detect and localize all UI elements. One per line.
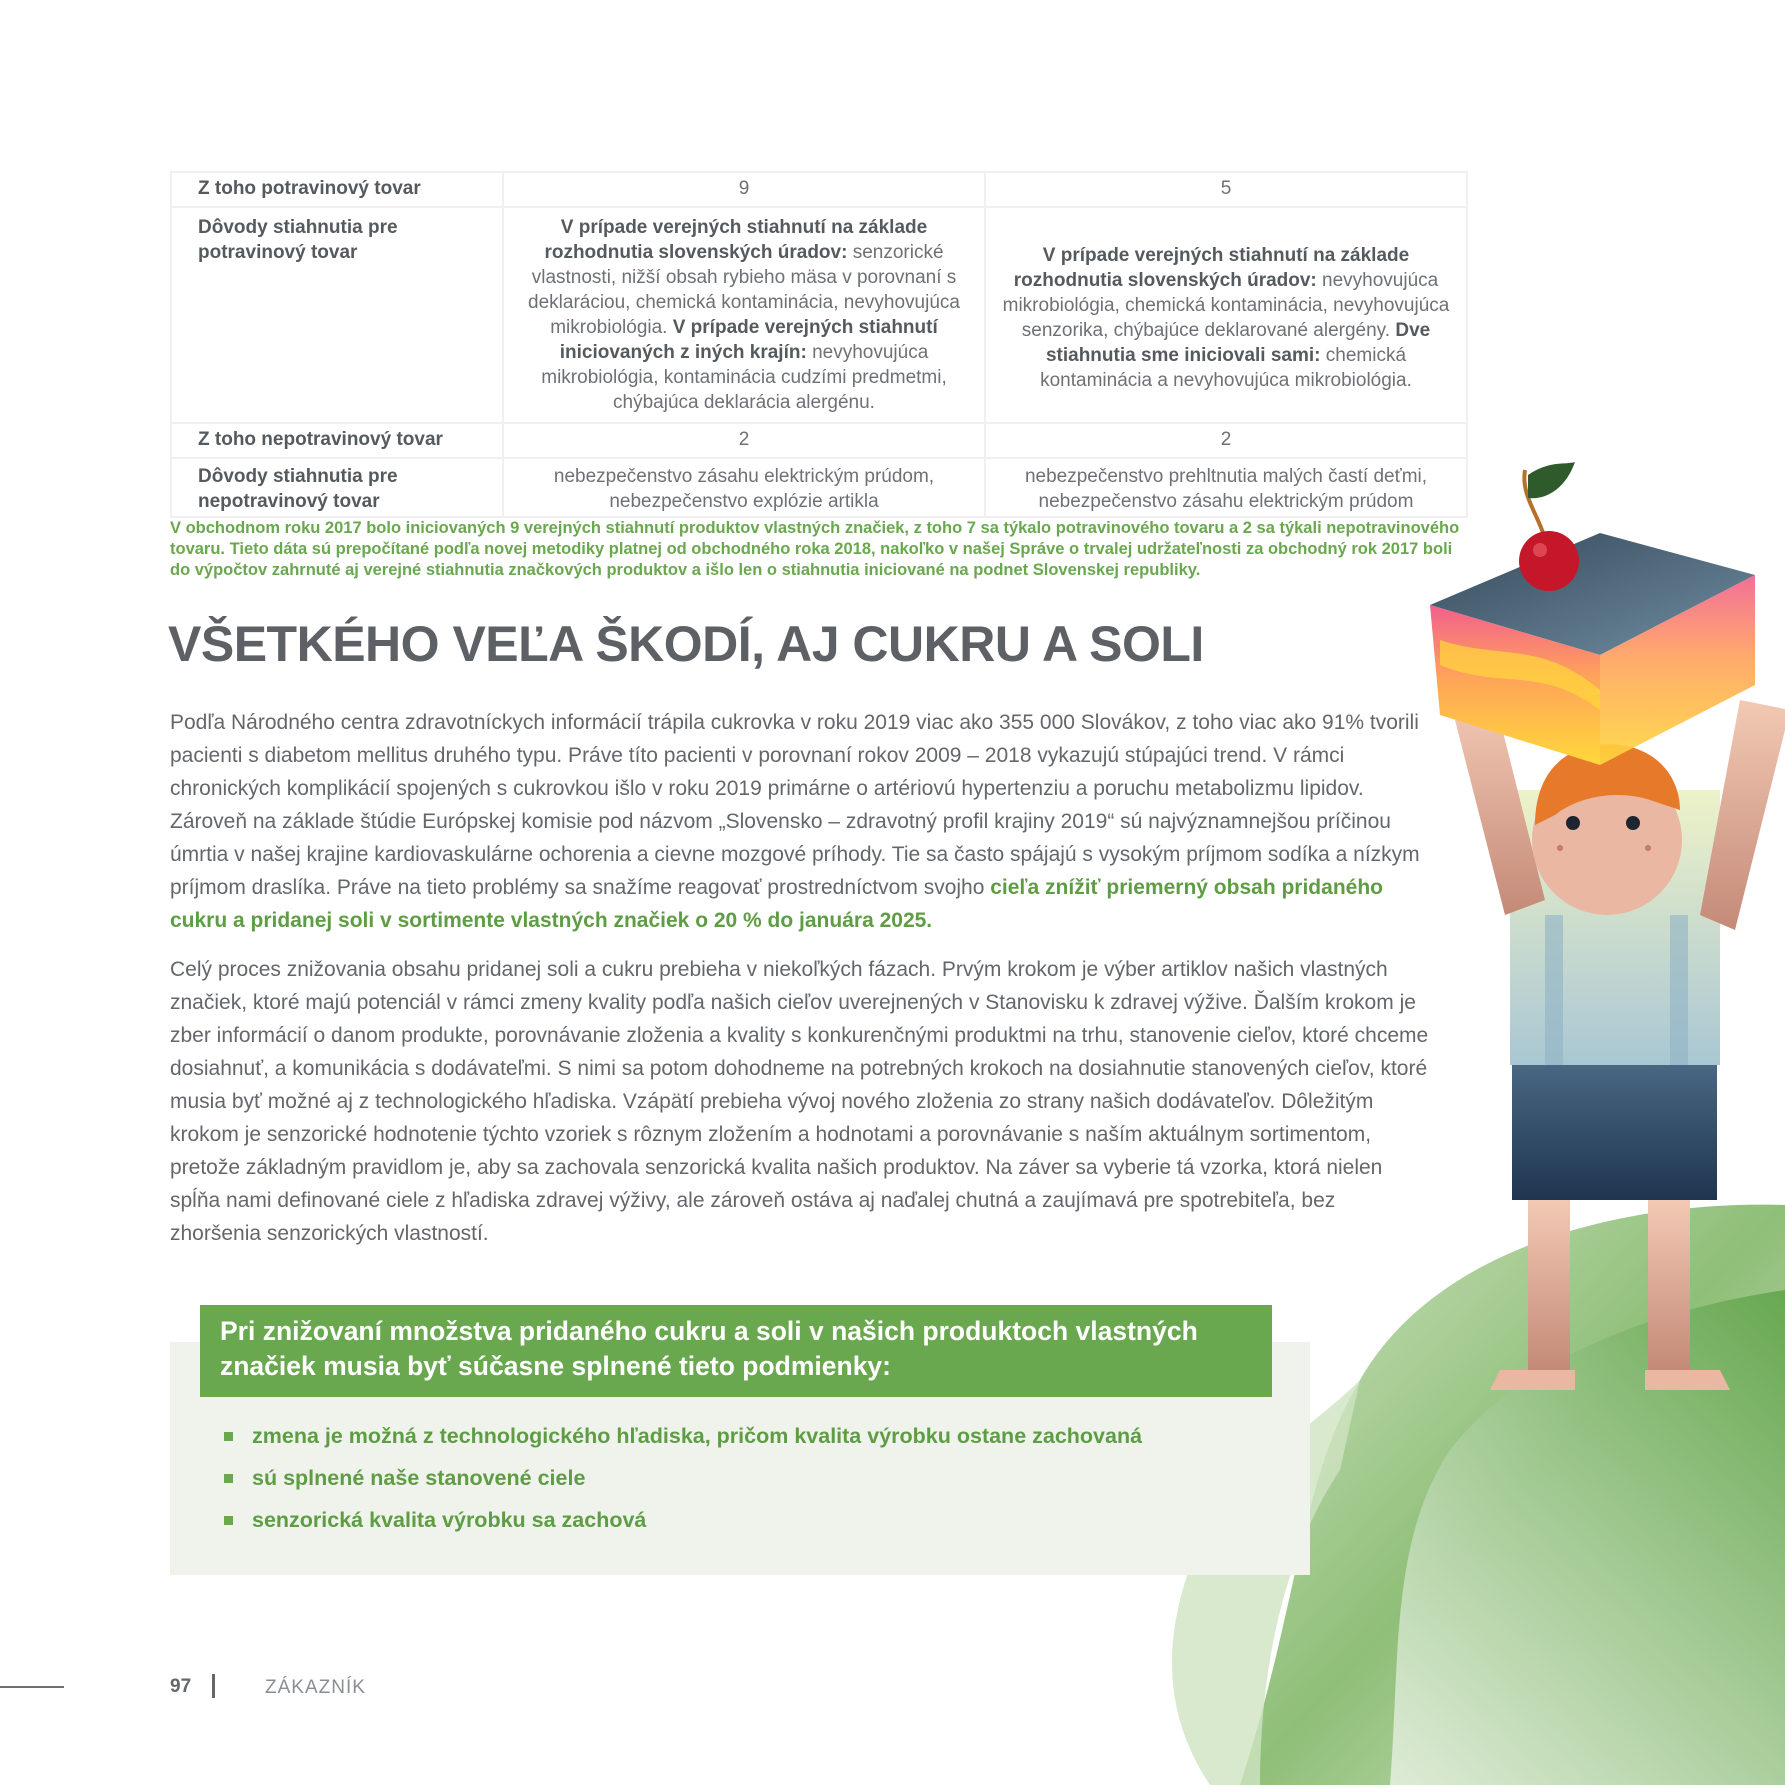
table-row bbox=[171, 172, 1467, 207]
list-item-text: sú splnené naše stanovené ciele bbox=[252, 1466, 586, 1490]
paragraph-text: Podľa Národného centra zdravotníckych informácií trápila cukrovka v roku 2019 viac ako 355 000 Slovákov, z toho viac ako 91% tvorili pacienti s diabetom mellitus druhého typu. Práve títo pacienti v porovnaní rokov 2009 – 2018 vykazujú stúpajúci trend. V rámci chronických komplikácií spojených s cukrovkou išlo v roku 2019 primárne o artériovú hypertenziu a poruchu metabolizmu lipidov. Zároveň na základe štúdie Európskej komisie pod názvom „Slovensko – zdravotný profil krajiny 2019“ sú najvýznamnejšou príčinou úmrtia v našej krajine kardiovaskulárne ochorenia a cievne mozgové príhody. Tie sa často spájajú s vysokým príjmom sodíka a nízkym príjmom draslíka. Práve na tieto problémy sa snažíme reagovať prostredníctvom svojho bbox=[170, 711, 1420, 899]
conditions-list bbox=[222, 1422, 1142, 1548]
footer-rule bbox=[0, 1686, 64, 1688]
table-row bbox=[171, 458, 1467, 517]
list-item bbox=[222, 1506, 1142, 1534]
list-item-text: senzorická kvalita výrobku sa zachová bbox=[252, 1508, 647, 1532]
conditions-banner: Pri znižovaní množstva pridaného cukru a soli v našich produktoch vlastných značiek musia byť súčasne splnené tieto podmienky: bbox=[200, 1305, 1272, 1397]
reason-heading: V prípade verejných stiahnutí na základe rozhodnutia slovenských úradov: bbox=[1013, 244, 1410, 291]
row-label: Z toho potravinový tovar bbox=[171, 172, 503, 207]
row-value-2018: 9 bbox=[503, 172, 985, 207]
reason-text: senzorické vlastnosti, nižší obsah rybieho mäsa v porovnaní s deklaráciou, chemická kontaminácia, nevyhovujúca mikrobiológia. bbox=[528, 242, 960, 338]
reason-text: chemická kontaminácia a nevyhovujúca mikrobiológia. bbox=[1040, 344, 1412, 391]
row-value-2019: 2 bbox=[985, 423, 1467, 458]
reason-heading: V prípade verejných stiahnutí iniciovaných z iných krajín: bbox=[559, 317, 938, 363]
row-label: Dôvody stiahnutia pre potravinový tovar bbox=[171, 207, 503, 423]
process-paragraph: Celý proces znižovania obsahu pridanej soli a cukru prebieha v niekoľkých fázach. Prvým krokom je výber artiklov našich vlastných značiek, ktoré majú potenciál v rámci zmeny kvality podľa našich cieľov uverejnených v Stanovisku k zdravej výžive. Ďalším krokom je zber informácií o danom produkte, porovnávanie zloženia a kvality s konkurenčnými produktmi na trhu, stanovenie cieľov, ktoré chceme dosiahnuť, a komunikácia s dodávateľmi. S nimi sa potom dohodneme na potrebných krokoch na dosiahnutie stanovených cieľov, ktoré musia byť možné aj z technologického hľadiska. Vzápätí prebieha vývoj nového zloženia zo strany našich dodávateľov. Dôležitým krokom je senzorické hodnotenie týchto vzoriek s rôznym zložením a hodnotami a porovnávanie s naším aktuálnym sortimentom, pretože základným pravidlom je, aby sa zachovala senzorická kvalita našich produktov. Na záver sa vyberie tá vzorka, ktorá nielen spĺňa nami definované ciele z hľadiska zdravej výživy, ale zároveň ostáva aj naďalej chutná a zaujímavá pre spotrebiteľa, bez zhoršenia senzorických vlastností. bbox=[170, 958, 1429, 1245]
square-bullet-icon bbox=[224, 1432, 233, 1441]
square-bullet-icon bbox=[224, 1474, 233, 1483]
intro-paragraph bbox=[170, 706, 1430, 937]
reason-heading: V prípade verejných stiahnutí na základe rozhodnutia slovenských úradov: bbox=[544, 217, 928, 263]
list-item bbox=[222, 1464, 1142, 1492]
row-value-2019: 5 bbox=[985, 172, 1467, 207]
section-headline: VŠETKÉHO VEĽA ŠKODÍ, AJ CUKRU A SOLI bbox=[168, 616, 1204, 672]
page-number: 97 bbox=[170, 1676, 192, 1697]
square-bullet-icon bbox=[224, 1516, 233, 1525]
section-name: ZÁKAZNÍK bbox=[265, 1677, 366, 1698]
row-value-2019: nebezpečenstvo prehltnutia malých častí deťmi, nebezpečenstvo zásahu elektrickým prúdom bbox=[985, 458, 1467, 517]
list-item bbox=[222, 1422, 1142, 1450]
row-value-2019 bbox=[985, 207, 1467, 423]
list-item-text: zmena je možná z technologického hľadiska, pričom kvalita výrobku ostane zachovaná bbox=[252, 1424, 1143, 1448]
reason-heading: Dve stiahnutia sme iniciovali sami: bbox=[1045, 319, 1431, 366]
reason-text: nevyhovujúca mikrobiológia, kontaminácia cudzími predmetmi, chýbajúca deklarácia alergénu. bbox=[541, 342, 947, 413]
reason-text: nevyhovujúca mikrobiológia, chemická kontaminácia, nevyhovujúca senzorika, chýbajúce deklarované alergény. bbox=[1002, 269, 1450, 341]
table-row bbox=[171, 207, 1467, 423]
row-value-2018 bbox=[503, 207, 985, 423]
table-footnote: V obchodnom roku 2017 bolo iniciovaných 9 verejných stiahnutí produktov vlastných značiek, z toho 7 sa týkalo potravinového tovaru a 2 sa týkali nepotravinového tovaru. Tieto dáta sú prepočítané podľa novej metodiky platnej od obchodného roka 2018, nakoľko v našej Správe o trvalej udržateľnosti za obchodný rok 2017 boli do výpočtov zahrnuté aj verejné stiahnutia značkových produktov a išlo len o stiahnutia iniciované na podnet Slovenskej republiky. bbox=[170, 519, 1460, 579]
row-label: Dôvody stiahnutia pre nepotravinový tovar bbox=[171, 458, 503, 517]
row-value-2018: 2 bbox=[503, 423, 985, 458]
recall-table bbox=[170, 171, 1468, 518]
row-label: Z toho nepotravinový tovar bbox=[171, 423, 503, 458]
footer-separator bbox=[212, 1674, 215, 1698]
goal-highlight: cieľa znížiť priemerný obsah pridaného cukru a pridanej soli v sortimente vlastných značiek o 20 % do januára 2025. bbox=[170, 876, 1383, 932]
table-row bbox=[171, 423, 1467, 458]
row-value-2018: nebezpečenstvo zásahu elektrickým prúdom, nebezpečenstvo explózie artikla bbox=[503, 458, 985, 517]
